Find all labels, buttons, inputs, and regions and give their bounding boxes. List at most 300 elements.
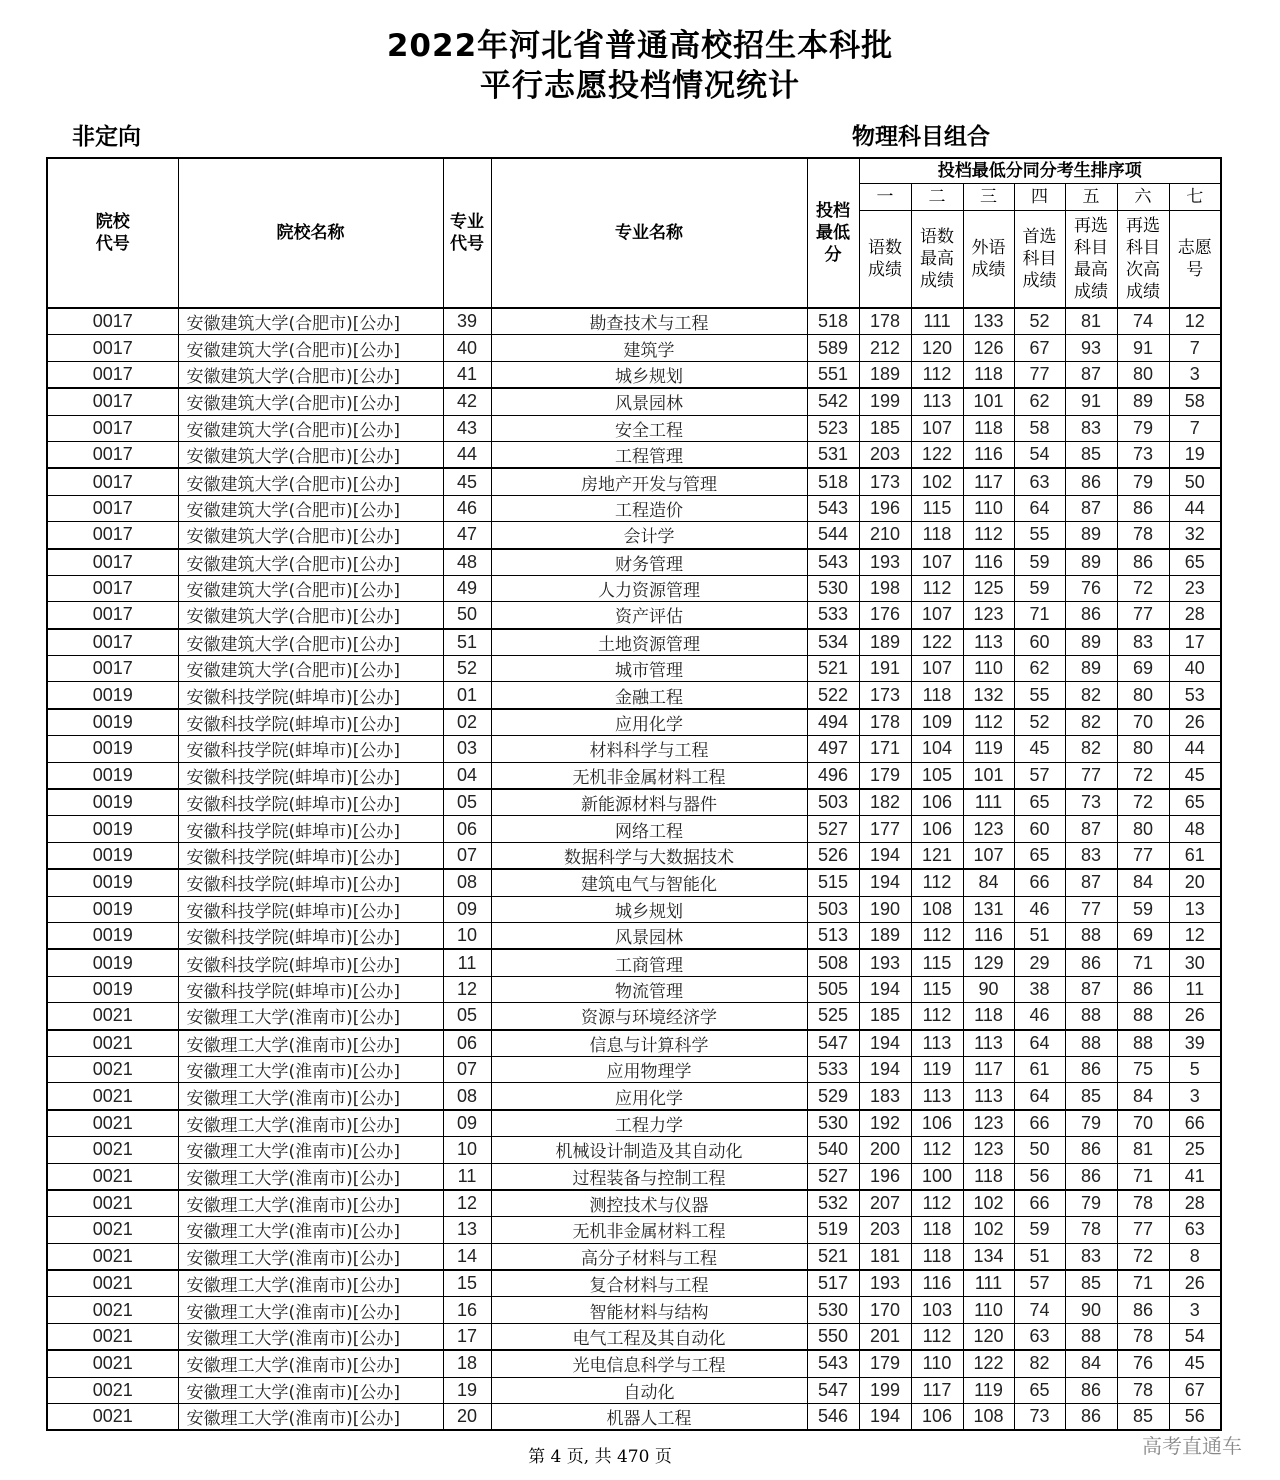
cell-first-subject: 60	[1014, 816, 1065, 842]
cell-chinese-math-max: 112	[911, 1003, 963, 1030]
cell-second-subject-next: 81	[1117, 1137, 1169, 1163]
cell-second-subject-next: 88	[1117, 1003, 1169, 1030]
cell-major-name: 土地资源管理	[491, 629, 807, 656]
page-info: 第 4 页, 共 470 页	[528, 1447, 672, 1467]
cell-school-code: 0021	[47, 1110, 178, 1137]
cell-foreign-language: 119	[963, 1377, 1014, 1403]
table-row	[47, 869, 1221, 896]
cell-preference-no: 28	[1169, 602, 1221, 629]
table-row	[47, 1323, 1221, 1350]
cell-chinese-math: 171	[859, 736, 911, 762]
cell-chinese-math: 199	[859, 388, 911, 415]
cell-second-subject-max: 86	[1065, 1404, 1117, 1431]
cell-major-name: 财务管理	[491, 549, 807, 576]
admission-table	[46, 157, 1222, 1431]
cell-second-subject-next: 88	[1117, 1030, 1169, 1057]
cell-school-name: 安徽建筑大学(合肥市)[公办]	[178, 549, 443, 576]
cell-preference-no: 30	[1169, 949, 1221, 976]
cell-second-subject-max: 88	[1065, 1323, 1117, 1350]
cell-major-code: 15	[443, 1270, 491, 1297]
cell-school-code: 0019	[47, 709, 178, 736]
cell-min-score: 532	[807, 1190, 859, 1217]
table-row	[47, 949, 1221, 976]
cell-major-name: 风景园林	[491, 388, 807, 415]
cell-preference-no: 28	[1169, 1190, 1221, 1217]
cell-preference-no: 56	[1169, 1404, 1221, 1431]
header-major-code: 专业代号	[443, 158, 491, 308]
cell-second-subject-max: 90	[1065, 1297, 1117, 1323]
cell-school-name: 安徽理工大学(淮南市)[公办]	[178, 1217, 443, 1243]
cell-chinese-math: 193	[859, 549, 911, 576]
table-row	[47, 468, 1221, 495]
cell-major-code: 47	[443, 522, 491, 549]
cell-second-subject-max: 91	[1065, 388, 1117, 415]
cell-second-subject-max: 82	[1065, 709, 1117, 736]
cell-first-subject: 67	[1014, 335, 1065, 361]
cell-chinese-math: 198	[859, 575, 911, 601]
cell-second-subject-next: 80	[1117, 736, 1169, 762]
cell-major-code: 08	[443, 1083, 491, 1110]
cell-major-code: 05	[443, 789, 491, 816]
cell-second-subject-max: 89	[1065, 656, 1117, 682]
header-order-3: 三	[963, 184, 1014, 211]
cell-chinese-math: 193	[859, 949, 911, 976]
cell-major-name: 工程力学	[491, 1110, 807, 1137]
cell-chinese-math-max: 103	[911, 1297, 963, 1323]
cell-second-subject-next: 72	[1117, 762, 1169, 789]
cell-school-name: 安徽建筑大学(合肥市)[公办]	[178, 522, 443, 549]
cell-chinese-math-max: 115	[911, 976, 963, 1002]
cell-second-subject-max: 88	[1065, 1030, 1117, 1057]
cell-major-name: 风景园林	[491, 922, 807, 949]
cell-major-code: 43	[443, 415, 491, 441]
cell-min-score: 547	[807, 1030, 859, 1057]
cell-first-subject: 54	[1014, 441, 1065, 468]
cell-second-subject-next: 77	[1117, 1217, 1169, 1243]
cell-chinese-math-max: 118	[911, 1217, 963, 1243]
cell-school-name: 安徽建筑大学(合肥市)[公办]	[178, 415, 443, 441]
cell-major-code: 39	[443, 308, 491, 335]
cell-chinese-math: 182	[859, 789, 911, 816]
cell-min-score: 527	[807, 1163, 859, 1190]
cell-second-subject-next: 71	[1117, 1163, 1169, 1190]
cell-school-name: 安徽建筑大学(合肥市)[公办]	[178, 656, 443, 682]
cell-major-code: 52	[443, 656, 491, 682]
table-row	[47, 522, 1221, 549]
cell-school-code: 0019	[47, 976, 178, 1002]
cell-second-subject-max: 83	[1065, 415, 1117, 441]
cell-school-name: 安徽科技学院(蚌埠市)[公办]	[178, 842, 443, 869]
cell-preference-no: 23	[1169, 575, 1221, 601]
cell-min-score: 544	[807, 522, 859, 549]
cell-chinese-math-max: 113	[911, 1030, 963, 1057]
cell-min-score: 527	[807, 816, 859, 842]
cell-major-code: 01	[443, 682, 491, 709]
cell-second-subject-max: 86	[1065, 1163, 1117, 1190]
header-min-score: 投档最低分	[807, 158, 859, 308]
cell-chinese-math: 194	[859, 1404, 911, 1431]
cell-min-score: 530	[807, 575, 859, 601]
cell-preference-no: 13	[1169, 896, 1221, 922]
table-row	[47, 762, 1221, 789]
cell-second-subject-next: 83	[1117, 629, 1169, 656]
cell-second-subject-max: 87	[1065, 361, 1117, 388]
cell-first-subject: 38	[1014, 976, 1065, 1002]
cell-chinese-math: 192	[859, 1110, 911, 1137]
cell-foreign-language: 101	[963, 388, 1014, 415]
cell-major-code: 49	[443, 575, 491, 601]
header-tiebreak-item-3: 外语成绩	[963, 211, 1014, 309]
cell-major-code: 44	[443, 441, 491, 468]
cell-min-score: 518	[807, 308, 859, 335]
cell-min-score: 523	[807, 415, 859, 441]
cell-school-code: 0017	[47, 495, 178, 521]
cell-major-code: 12	[443, 1190, 491, 1217]
cell-foreign-language: 113	[963, 1030, 1014, 1057]
cell-min-score: 534	[807, 629, 859, 656]
cell-school-code: 0021	[47, 1030, 178, 1057]
cell-major-name: 会计学	[491, 522, 807, 549]
cell-major-code: 05	[443, 1003, 491, 1030]
cell-major-code: 14	[443, 1243, 491, 1270]
cell-school-code: 0017	[47, 575, 178, 601]
cell-foreign-language: 90	[963, 976, 1014, 1002]
cell-preference-no: 65	[1169, 549, 1221, 576]
cell-school-code: 0019	[47, 922, 178, 949]
header-order-5: 五	[1065, 184, 1117, 211]
cell-first-subject: 60	[1014, 629, 1065, 656]
cell-chinese-math-max: 118	[911, 682, 963, 709]
cell-preference-no: 26	[1169, 1270, 1221, 1297]
cell-second-subject-next: 79	[1117, 468, 1169, 495]
cell-major-name: 无机非金属材料工程	[491, 762, 807, 789]
cell-school-code: 0017	[47, 656, 178, 682]
cell-chinese-math: 177	[859, 816, 911, 842]
cell-second-subject-next: 78	[1117, 1190, 1169, 1217]
cell-foreign-language: 84	[963, 869, 1014, 896]
cell-preference-no: 63	[1169, 1217, 1221, 1243]
cell-school-name: 安徽理工大学(淮南市)[公办]	[178, 1404, 443, 1431]
cell-preference-no: 50	[1169, 468, 1221, 495]
cell-chinese-math-max: 119	[911, 1056, 963, 1082]
cell-foreign-language: 112	[963, 709, 1014, 736]
cell-chinese-math-max: 106	[911, 789, 963, 816]
cell-school-code: 0019	[47, 816, 178, 842]
cell-preference-no: 7	[1169, 335, 1221, 361]
cell-school-name: 安徽理工大学(淮南市)[公办]	[178, 1297, 443, 1323]
cell-preference-no: 44	[1169, 736, 1221, 762]
cell-school-name: 安徽建筑大学(合肥市)[公办]	[178, 308, 443, 335]
cell-school-code: 0021	[47, 1323, 178, 1350]
cell-chinese-math: 183	[859, 1083, 911, 1110]
table-row	[47, 602, 1221, 629]
cell-second-subject-next: 78	[1117, 1323, 1169, 1350]
cell-foreign-language: 111	[963, 789, 1014, 816]
cell-second-subject-next: 77	[1117, 602, 1169, 629]
table-row	[47, 308, 1221, 335]
cell-min-score: 521	[807, 1243, 859, 1270]
cell-second-subject-next: 86	[1117, 976, 1169, 1002]
table-row	[47, 922, 1221, 949]
cell-foreign-language: 116	[963, 549, 1014, 576]
cell-second-subject-next: 70	[1117, 1110, 1169, 1137]
cell-second-subject-next: 76	[1117, 1350, 1169, 1377]
page-footer	[0, 1442, 1280, 1467]
cell-second-subject-max: 93	[1065, 335, 1117, 361]
cell-preference-no: 8	[1169, 1243, 1221, 1270]
cell-second-subject-next: 72	[1117, 575, 1169, 601]
cell-chinese-math-max: 106	[911, 1110, 963, 1137]
cell-school-name: 安徽理工大学(淮南市)[公办]	[178, 1323, 443, 1350]
table-row	[47, 575, 1221, 601]
cell-chinese-math-max: 118	[911, 522, 963, 549]
document-title-line-2: 平行志愿投档情况统计	[480, 68, 800, 104]
cell-school-name: 安徽理工大学(淮南市)[公办]	[178, 1377, 443, 1403]
cell-min-score: 496	[807, 762, 859, 789]
cell-first-subject: 64	[1014, 495, 1065, 521]
cell-first-subject: 64	[1014, 1083, 1065, 1110]
cell-chinese-math: 194	[859, 842, 911, 869]
cell-chinese-math-max: 122	[911, 441, 963, 468]
cell-first-subject: 55	[1014, 522, 1065, 549]
cell-school-code: 0021	[47, 1404, 178, 1431]
cell-foreign-language: 122	[963, 1350, 1014, 1377]
cell-major-name: 机械设计制造及其自动化	[491, 1137, 807, 1163]
cell-school-name: 安徽科技学院(蚌埠市)[公办]	[178, 789, 443, 816]
cell-chinese-math: 189	[859, 361, 911, 388]
table-row	[47, 736, 1221, 762]
cell-foreign-language: 134	[963, 1243, 1014, 1270]
cell-foreign-language: 116	[963, 441, 1014, 468]
cell-school-code: 0017	[47, 441, 178, 468]
cell-major-name: 信息与计算科学	[491, 1030, 807, 1057]
cell-foreign-language: 107	[963, 842, 1014, 869]
cell-chinese-math: 185	[859, 415, 911, 441]
cell-min-score: 522	[807, 682, 859, 709]
header-major-name: 专业名称	[491, 158, 807, 308]
cell-school-code: 0019	[47, 682, 178, 709]
cell-school-name: 安徽建筑大学(合肥市)[公办]	[178, 468, 443, 495]
cell-major-name: 应用物理学	[491, 1056, 807, 1082]
subject-combination-label: 物理科目组合	[852, 124, 990, 150]
cell-chinese-math: 191	[859, 656, 911, 682]
cell-major-name: 安全工程	[491, 415, 807, 441]
cell-preference-no: 3	[1169, 361, 1221, 388]
cell-min-score: 518	[807, 468, 859, 495]
cell-school-name: 安徽理工大学(淮南市)[公办]	[178, 1056, 443, 1082]
cell-preference-no: 19	[1169, 441, 1221, 468]
cell-school-code: 0021	[47, 1217, 178, 1243]
cell-first-subject: 74	[1014, 1297, 1065, 1323]
table-row	[47, 1083, 1221, 1110]
cell-chinese-math: 203	[859, 1217, 911, 1243]
cell-school-name: 安徽建筑大学(合肥市)[公办]	[178, 335, 443, 361]
cell-second-subject-max: 86	[1065, 468, 1117, 495]
cell-chinese-math-max: 122	[911, 629, 963, 656]
cell-min-score: 513	[807, 922, 859, 949]
header-order-7: 七	[1169, 184, 1221, 211]
cell-preference-no: 17	[1169, 629, 1221, 656]
cell-second-subject-next: 86	[1117, 549, 1169, 576]
header-tiebreak-item-4: 首选科目成绩	[1014, 211, 1065, 309]
table-row	[47, 896, 1221, 922]
cell-min-score: 519	[807, 1217, 859, 1243]
cell-major-name: 城乡规划	[491, 361, 807, 388]
cell-school-code: 0021	[47, 1190, 178, 1217]
cell-first-subject: 57	[1014, 762, 1065, 789]
cell-chinese-math: 196	[859, 495, 911, 521]
cell-second-subject-max: 77	[1065, 896, 1117, 922]
cell-first-subject: 51	[1014, 1243, 1065, 1270]
cell-major-name: 资产评估	[491, 602, 807, 629]
cell-major-code: 46	[443, 495, 491, 521]
cell-first-subject: 59	[1014, 1217, 1065, 1243]
cell-chinese-math-max: 102	[911, 468, 963, 495]
cell-chinese-math-max: 108	[911, 896, 963, 922]
cell-chinese-math: 210	[859, 522, 911, 549]
cell-second-subject-next: 91	[1117, 335, 1169, 361]
cell-second-subject-max: 89	[1065, 549, 1117, 576]
cell-school-name: 安徽建筑大学(合肥市)[公办]	[178, 602, 443, 629]
cell-second-subject-max: 89	[1065, 522, 1117, 549]
header-order-1: 一	[859, 184, 911, 211]
table-row	[47, 1377, 1221, 1403]
cell-min-score: 505	[807, 976, 859, 1002]
cell-second-subject-next: 70	[1117, 709, 1169, 736]
cell-chinese-math: 189	[859, 922, 911, 949]
table-row	[47, 1190, 1221, 1217]
cell-chinese-math: 176	[859, 602, 911, 629]
cell-foreign-language: 131	[963, 896, 1014, 922]
cell-major-name: 复合材料与工程	[491, 1270, 807, 1297]
cell-second-subject-next: 75	[1117, 1056, 1169, 1082]
cell-school-code: 0017	[47, 361, 178, 388]
cell-chinese-math: 193	[859, 1270, 911, 1297]
cell-preference-no: 20	[1169, 869, 1221, 896]
cell-chinese-math: 170	[859, 1297, 911, 1323]
cell-major-code: 12	[443, 976, 491, 1002]
cell-preference-no: 67	[1169, 1377, 1221, 1403]
cell-first-subject: 66	[1014, 869, 1065, 896]
cell-preference-no: 66	[1169, 1110, 1221, 1137]
table-row	[47, 1404, 1221, 1431]
cell-first-subject: 66	[1014, 1110, 1065, 1137]
cell-major-code: 06	[443, 1030, 491, 1057]
cell-chinese-math-max: 107	[911, 602, 963, 629]
cell-preference-no: 39	[1169, 1030, 1221, 1057]
cell-school-name: 安徽科技学院(蚌埠市)[公办]	[178, 922, 443, 949]
cell-school-code: 0019	[47, 842, 178, 869]
cell-preference-no: 11	[1169, 976, 1221, 1002]
cell-major-code: 11	[443, 1163, 491, 1190]
cell-chinese-math-max: 100	[911, 1163, 963, 1190]
cell-foreign-language: 123	[963, 1137, 1014, 1163]
cell-foreign-language: 110	[963, 656, 1014, 682]
cell-preference-no: 32	[1169, 522, 1221, 549]
cell-second-subject-max: 81	[1065, 308, 1117, 335]
cell-min-score: 542	[807, 388, 859, 415]
cell-major-name: 智能材料与结构	[491, 1297, 807, 1323]
cell-chinese-math-max: 105	[911, 762, 963, 789]
cell-school-name: 安徽科技学院(蚌埠市)[公办]	[178, 762, 443, 789]
cell-major-name: 工商管理	[491, 949, 807, 976]
cell-major-code: 20	[443, 1404, 491, 1431]
cell-major-code: 48	[443, 549, 491, 576]
cell-major-code: 10	[443, 922, 491, 949]
cell-school-code: 0021	[47, 1003, 178, 1030]
table-row	[47, 441, 1221, 468]
cell-second-subject-next: 86	[1117, 1297, 1169, 1323]
header-tiebreak-group: 投档最低分同分考生排序项	[859, 158, 1221, 184]
table-row	[47, 816, 1221, 842]
cell-major-name: 测控技术与仪器	[491, 1190, 807, 1217]
cell-chinese-math-max: 112	[911, 1137, 963, 1163]
cell-school-code: 0021	[47, 1137, 178, 1163]
cell-min-score: 589	[807, 335, 859, 361]
cell-chinese-math-max: 112	[911, 1190, 963, 1217]
cell-chinese-math: 179	[859, 1350, 911, 1377]
cell-second-subject-max: 86	[1065, 949, 1117, 976]
cell-foreign-language: 126	[963, 335, 1014, 361]
cell-chinese-math-max: 115	[911, 495, 963, 521]
table-row	[47, 1030, 1221, 1057]
cell-preference-no: 65	[1169, 789, 1221, 816]
cell-chinese-math: 178	[859, 308, 911, 335]
cell-chinese-math: 201	[859, 1323, 911, 1350]
cell-min-score: 529	[807, 1083, 859, 1110]
cell-preference-no: 53	[1169, 682, 1221, 709]
cell-first-subject: 55	[1014, 682, 1065, 709]
cell-preference-no: 7	[1169, 415, 1221, 441]
cell-major-code: 19	[443, 1377, 491, 1403]
cell-second-subject-next: 72	[1117, 1243, 1169, 1270]
cell-min-score: 530	[807, 1297, 859, 1323]
cell-major-name: 建筑学	[491, 335, 807, 361]
cell-min-score: 547	[807, 1377, 859, 1403]
cell-chinese-math-max: 104	[911, 736, 963, 762]
cell-chinese-math: 181	[859, 1243, 911, 1270]
cell-first-subject: 64	[1014, 1030, 1065, 1057]
cell-first-subject: 65	[1014, 789, 1065, 816]
cell-first-subject: 46	[1014, 896, 1065, 922]
cell-second-subject-next: 84	[1117, 869, 1169, 896]
cell-second-subject-next: 71	[1117, 1270, 1169, 1297]
cell-major-name: 房地产开发与管理	[491, 468, 807, 495]
cell-chinese-math: 200	[859, 1137, 911, 1163]
cell-chinese-math: 194	[859, 1030, 911, 1057]
cell-school-name: 安徽科技学院(蚌埠市)[公办]	[178, 709, 443, 736]
watermark: 高考直通车	[1142, 1434, 1242, 1458]
cell-chinese-math: 194	[859, 869, 911, 896]
cell-min-score: 517	[807, 1270, 859, 1297]
cell-chinese-math: 194	[859, 976, 911, 1002]
cell-major-name: 城市管理	[491, 656, 807, 682]
table-row	[47, 1137, 1221, 1163]
cell-min-score: 515	[807, 869, 859, 896]
cell-chinese-math: 173	[859, 468, 911, 495]
cell-chinese-math: 199	[859, 1377, 911, 1403]
cell-school-name: 安徽科技学院(蚌埠市)[公办]	[178, 976, 443, 1002]
cell-second-subject-max: 88	[1065, 1003, 1117, 1030]
table-row	[47, 1350, 1221, 1377]
cell-first-subject: 52	[1014, 308, 1065, 335]
cell-foreign-language: 123	[963, 816, 1014, 842]
cell-school-name: 安徽科技学院(蚌埠市)[公办]	[178, 816, 443, 842]
cell-major-code: 08	[443, 869, 491, 896]
cell-second-subject-max: 76	[1065, 575, 1117, 601]
table-row	[47, 976, 1221, 1002]
cell-second-subject-next: 80	[1117, 682, 1169, 709]
